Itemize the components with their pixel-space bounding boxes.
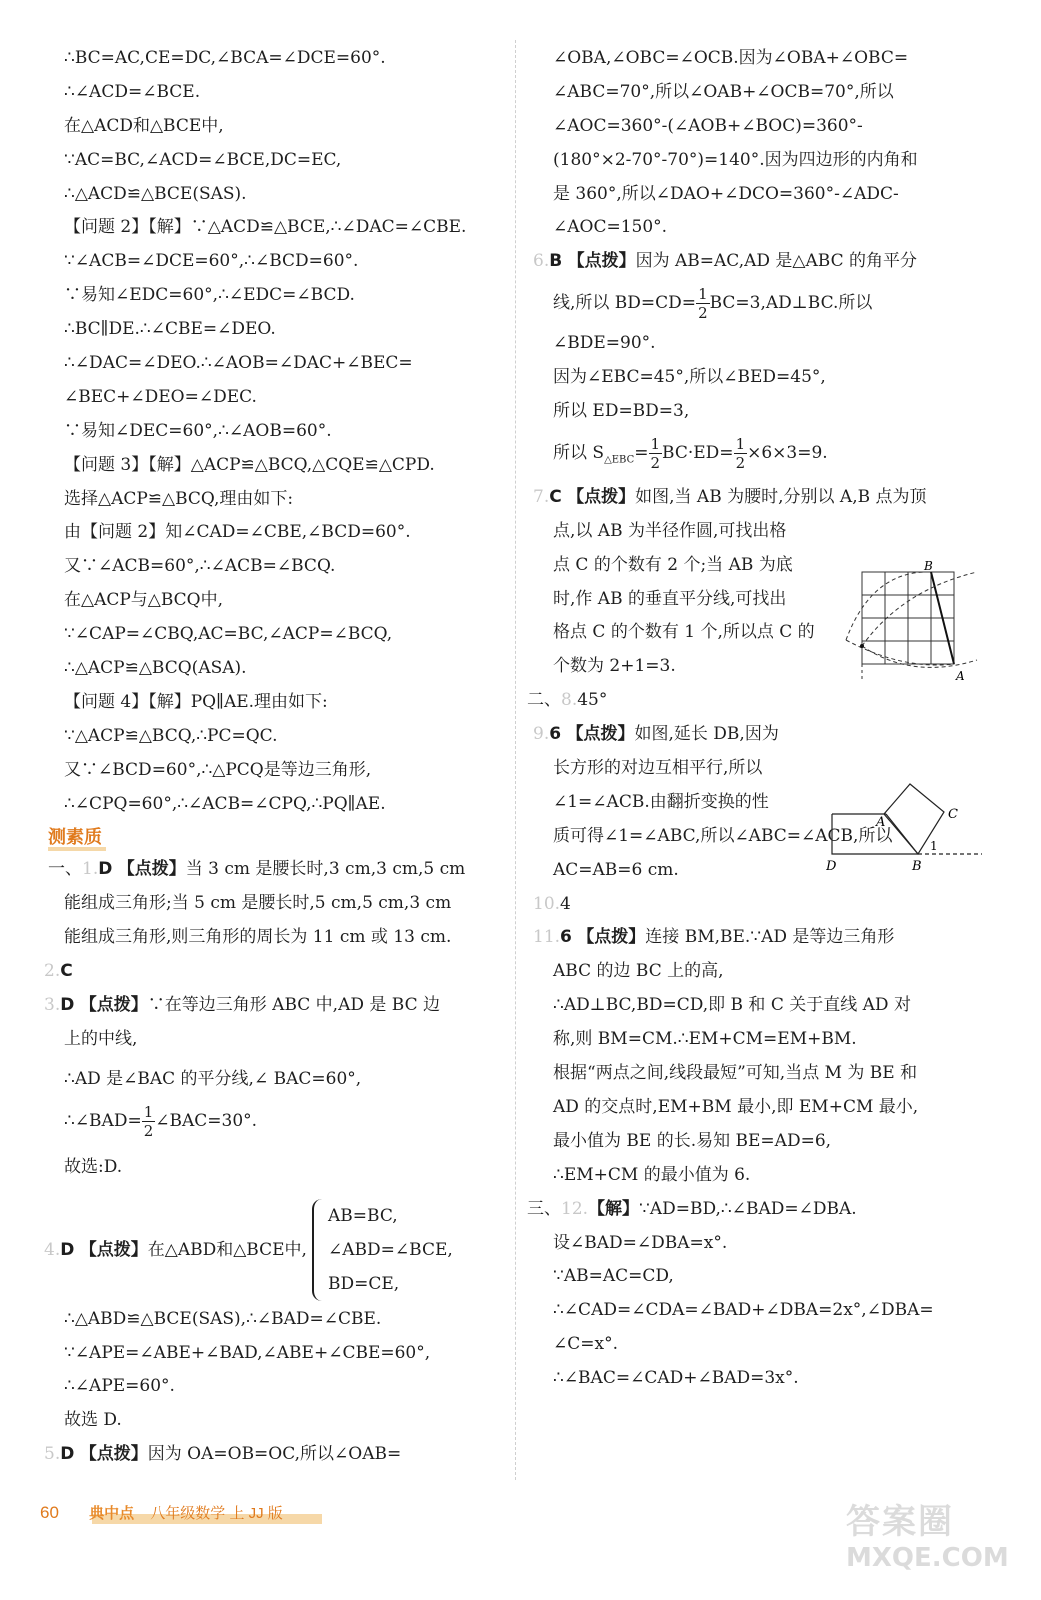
part-prefix: 一、 xyxy=(48,859,82,880)
text-line: ∠BEC+∠DEO=∠DEC. xyxy=(64,386,257,407)
question-text: 因为 AB=AC,AD 是△ABC 的角平分 xyxy=(635,251,917,272)
book-title: 八年级数学 上 JJ 版 xyxy=(150,1505,283,1522)
fraction-line xyxy=(533,279,991,327)
label-B: B xyxy=(912,859,922,874)
text-span: BC·ED= xyxy=(662,442,734,463)
hint-tag: 【点拨】 xyxy=(117,859,186,880)
text-line: 【问题 2】【解】∵△ACD≌△BCE,∴∠DAC=∠CBE. xyxy=(64,217,467,238)
answer-letter: C xyxy=(549,486,562,507)
text-line: AD 的交点时,EM+BM 最小,即 EM+CM 最小, xyxy=(553,1096,919,1117)
denominator: 2 xyxy=(698,304,708,323)
label-angle-1: 1 xyxy=(930,839,938,853)
denominator: 2 xyxy=(735,453,746,472)
text-line: 又∵∠BCD=60°,∴△PCQ是等边三角形, xyxy=(64,759,372,780)
hint-tag: 【点拨】 xyxy=(79,995,148,1016)
text-line: 根据“两点之间,线段最短”可知,当点 M 为 BE 和 xyxy=(553,1063,918,1084)
question-number: 6. xyxy=(533,251,550,272)
column-divider xyxy=(515,40,516,1480)
label-A: A xyxy=(876,815,886,830)
grid-figure-q7 xyxy=(842,560,992,686)
text-span: ∠BAC=30°. xyxy=(155,1110,258,1131)
hint-tag: 【点拨】 xyxy=(566,724,635,745)
question-number: 11. xyxy=(533,927,561,948)
text-line: ∠AOC=150°. xyxy=(553,217,668,238)
numerator: 1 xyxy=(143,1102,154,1121)
question-6 xyxy=(533,245,991,279)
text-line: ∴∠BAC=∠CAD+∠BAD=3x°. xyxy=(553,1368,799,1389)
answer-letter: D xyxy=(60,995,75,1016)
brand-name: 典中点 xyxy=(89,1505,135,1522)
text-line: ∵易知∠DEC=60°,∴∠AOB=60°. xyxy=(64,420,332,441)
watermark-url: MXQE.COM xyxy=(846,1543,1009,1573)
text-line: ∠BDE=90°. xyxy=(553,333,656,354)
text-line: 长方形的对边互相平行,所以 xyxy=(553,758,763,779)
text-line: ∴AD 是∠BAC 的平分线,∠ BAC=60°, xyxy=(64,1068,362,1089)
text-line: 是 360°,所以∠DAO+∠DCO=360°-∠ADC- xyxy=(553,183,899,204)
question-text: 如图,延长 DB,因为 xyxy=(634,724,779,745)
text-line: ∴∠DAC=∠DEO.∴∠AOB=∠DAC+∠BEC= xyxy=(64,353,413,374)
part-prefix: 二、 xyxy=(527,690,561,711)
question-number: 8. xyxy=(561,690,578,711)
question-12 xyxy=(527,1193,991,1227)
text-line: 故选 D. xyxy=(64,1410,122,1431)
hint-tag: 【点拨】 xyxy=(567,486,636,507)
text-line: ∵∠CAP=∠CBQ,AC=BC,∠ACP=∠BCQ, xyxy=(64,624,393,645)
hint-tag: 【点拨】 xyxy=(567,251,636,272)
text-line: 所以 ED=BD=3, xyxy=(553,401,690,422)
text-line: ∵△ACP≌△BCQ,∴PC=QC. xyxy=(64,725,278,746)
text-line: ∴△ABD≌△BCE(SAS),∴∠BAD=∠CBE. xyxy=(64,1308,382,1329)
text-line: (180°×2-70°-70°)=140°.因为四边形的内角和 xyxy=(553,149,918,170)
question-text: 如图,当 AB 为腰时,分别以 A,B 点为顶 xyxy=(635,486,927,507)
answer-letter: B xyxy=(549,251,563,272)
fraction xyxy=(734,435,748,472)
numerator: 1 xyxy=(735,434,746,453)
answer-text: 45° xyxy=(577,690,608,711)
fraction xyxy=(696,285,710,322)
text-line: 点 C 的个数有 2 个;当 AB 为底 xyxy=(553,554,793,575)
question-1 xyxy=(48,853,496,887)
section-title: 测素质 xyxy=(48,823,496,853)
label-D: D xyxy=(826,859,837,874)
text-span: = xyxy=(634,442,649,463)
text-line: ∴BC=AC,CE=DC,∠BCA=∠DCE=60°. xyxy=(64,48,386,68)
left-column xyxy=(44,42,496,1472)
text-line: 在△ACP与△BCQ中, xyxy=(64,590,224,611)
label-A: A xyxy=(956,669,965,683)
text-line: ∴△ACP≌△BCQ(ASA). xyxy=(64,658,247,679)
text-line: 能组成三角形,则三角形的周长为 11 cm 或 13 cm. xyxy=(64,927,452,948)
text-line: 能组成三角形;当 5 cm 是腰长时,5 cm,5 cm,3 cm xyxy=(64,893,452,914)
text-line: ∴∠CAD=∠CDA=∠BAD+∠DBA=2x°,∠DBA= xyxy=(553,1300,934,1321)
text-line: 【问题 4】【解】PQ∥AE.理由如下: xyxy=(64,691,328,712)
text-line: 个数为 2+1=3. xyxy=(553,656,676,677)
question-number: 1. xyxy=(82,859,99,880)
text-line: ∴∠APE=60°. xyxy=(64,1376,175,1397)
question-number: 4. xyxy=(44,1239,61,1260)
condition: AB=BC, xyxy=(328,1205,398,1226)
text-line: 又∵∠ACB=60°,∴∠ACB=∠BCQ. xyxy=(64,556,336,577)
answer-letter: D xyxy=(60,1444,75,1465)
text-line: ∵∠ACB=∠DCE=60°,∴∠BCD=60°. xyxy=(64,251,359,272)
question-text: 连接 BM,BE.∵AD 是等边三角形 xyxy=(645,927,895,948)
text-line: ∴∠ACD=∠BCE. xyxy=(64,81,201,102)
question-number: 10. xyxy=(533,893,561,914)
text-span: ∴∠BAD= xyxy=(64,1110,142,1131)
text-line: 上的中线, xyxy=(64,1028,138,1049)
text-line: ∴EM+CM 的最小值为 6. xyxy=(553,1164,751,1185)
solution-tag: 【解】 xyxy=(588,1198,640,1219)
question-9 xyxy=(533,718,991,752)
text-line: ∴△ACD≌△BCE(SAS). xyxy=(64,183,247,204)
hint-tag: 【点拨】 xyxy=(79,1239,148,1260)
question-10 xyxy=(533,888,991,922)
text-line: 【问题 3】【解】△ACP≌△BCQ,△CQE≌△CPD. xyxy=(64,454,435,475)
label-B: B xyxy=(924,560,933,573)
fraction-line xyxy=(64,1097,496,1145)
text-line: ∵∠APE=∠ABE+∠BAD,∠ABE+∠CBE=60°, xyxy=(64,1342,431,1363)
question-text: 在△ABD和△BCE中, xyxy=(147,1239,307,1260)
answer-letter: 6 xyxy=(549,724,562,745)
question-4 xyxy=(44,1199,496,1299)
question-number: 2. xyxy=(44,961,61,982)
text-line: 选择△ACP≌△BCQ,理由如下: xyxy=(64,488,294,509)
answer-letter: D xyxy=(98,859,113,880)
fraction xyxy=(142,1103,156,1140)
question-8 xyxy=(527,684,991,718)
answer-letter: 6 xyxy=(560,927,572,948)
text-line: ∵AB=AC=CD, xyxy=(553,1266,674,1287)
text-line: 时,作 AB 的垂直平分线,可找出 xyxy=(553,588,787,609)
question-number: 7. xyxy=(533,486,550,507)
watermark xyxy=(846,1494,1016,1590)
question-text: ∵AD=BD,∴∠BAD=∠DBA. xyxy=(639,1198,857,1219)
question-3 xyxy=(44,989,496,1023)
text-line: ∠AOC=360°-(∠AOB+∠BOC)=360°- xyxy=(553,115,863,136)
text-span: BC=3,AD⊥BC.所以 xyxy=(709,293,873,314)
part-prefix: 三、 xyxy=(527,1198,561,1219)
text-line: 因为∠EBC=45°,所以∠BED=45°, xyxy=(553,367,826,388)
text-line: 设∠BAD=∠DBA=x°. xyxy=(553,1232,728,1253)
right-column xyxy=(527,42,991,1396)
text-line: 点,以 AB 为半径作圆,可找出格 xyxy=(553,520,787,541)
text-line: 故选:D. xyxy=(64,1156,123,1177)
text-line: ∠OBA,∠OBC=∠OCB.因为∠OBA+∠OBC= xyxy=(553,48,909,68)
label-C: C xyxy=(948,807,958,822)
question-number: 5. xyxy=(44,1444,61,1465)
question-11 xyxy=(533,921,991,955)
brace xyxy=(312,1199,328,1301)
denominator: 2 xyxy=(143,1121,154,1140)
text-line: ∠1=∠ACB.由翻折变换的性 xyxy=(553,791,769,812)
answer-letter: D xyxy=(60,1239,75,1260)
text-line: 由【问题 2】知∠CAD=∠CBE,∠BCD=60°. xyxy=(64,522,411,543)
question-5 xyxy=(44,1438,496,1472)
question-text: 当 3 cm 是腰长时,3 cm,3 cm,5 cm xyxy=(185,859,466,880)
text-line: AC=AB=6 cm. xyxy=(553,859,679,880)
page-number: 60 xyxy=(40,1503,59,1522)
question-2 xyxy=(44,955,496,989)
text-line: ∴∠CPQ=60°,∴∠ACB=∠CPQ,∴PQ∥AE. xyxy=(64,793,386,814)
brace-conditions xyxy=(328,1199,453,1301)
answer-text: 4 xyxy=(560,893,571,914)
page-footer xyxy=(40,1502,283,1523)
question-text: 因为 OA=OB=OC,所以∠OAB= xyxy=(147,1444,402,1465)
text-line: ∠C=x°. xyxy=(553,1334,618,1355)
watermark-title: 答案圈 xyxy=(846,1502,954,1542)
question-number: 9. xyxy=(533,724,550,745)
text-line: ∴BC∥DE.∴∠CBE=∠DEO. xyxy=(64,319,276,340)
text-line: ∴AD⊥BC,BD=CD,即 B 和 C 关于直线 AD 对 xyxy=(553,995,911,1016)
fraction xyxy=(649,435,663,472)
question-number: 3. xyxy=(44,995,61,1016)
hint-tag: 【点拨】 xyxy=(79,1444,148,1465)
text-span: 线,所以 BD=CD= xyxy=(553,293,697,314)
question-text: ∵在等边三角形 ABC 中,AD 是 BC 边 xyxy=(147,995,441,1016)
denominator: 2 xyxy=(650,453,661,472)
subscript: △EBC xyxy=(604,454,635,466)
fraction-line xyxy=(533,429,991,477)
text-line: ABC 的边 BC 上的高, xyxy=(553,961,724,982)
answer-letter: C xyxy=(60,961,73,982)
question-number: 12. xyxy=(561,1198,589,1219)
hint-tag: 【点拨】 xyxy=(577,927,646,948)
text-line: 称,则 BM=CM.∴EM+CM=EM+BM. xyxy=(553,1029,857,1050)
text-line: ∵AC=BC,∠ACD=∠BCE,DC=EC, xyxy=(64,149,342,170)
condition: BD=CE, xyxy=(328,1273,400,1294)
text-span: 所以 S xyxy=(553,442,605,463)
question-7 xyxy=(533,481,991,515)
text-line: 在△ACD和△BCE中, xyxy=(64,115,224,136)
text-line: 质可得∠1=∠ABC,所以∠ABC=∠ACB,所以 xyxy=(553,825,893,846)
numerator: 1 xyxy=(698,285,708,304)
numerator: 1 xyxy=(650,434,661,453)
text-line: ∵易知∠EDC=60°,∴∠EDC=∠BCD. xyxy=(64,285,355,306)
folded-rectangle-figure-q9 xyxy=(826,774,986,874)
text-span: ×6×3=9. xyxy=(747,442,828,463)
text-line: ∠ABC=70°,所以∠OAB+∠OCB=70°,所以 xyxy=(553,81,894,102)
condition: ∠ABD=∠BCE, xyxy=(328,1239,453,1260)
text-line: 格点 C 的个数有 1 个,所以点 C 的 xyxy=(553,622,815,643)
text-line: 最小值为 BE 的长.易知 BE=AD=6, xyxy=(553,1130,832,1151)
